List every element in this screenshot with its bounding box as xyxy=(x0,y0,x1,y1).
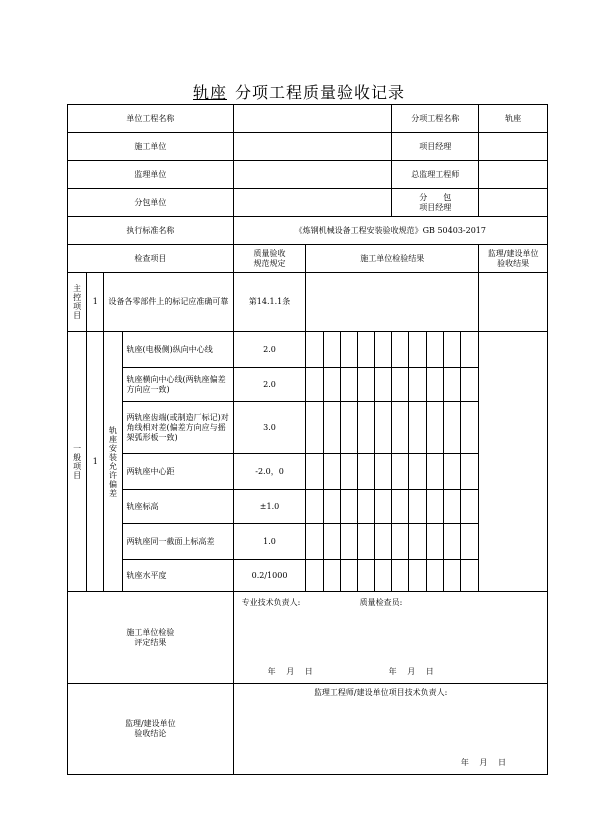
col-supervision-result xyxy=(479,245,548,273)
main-control-item: 设备各零部件上的标记应准确可靠 xyxy=(104,273,233,332)
sub-pm-label-line1: 分 包 xyxy=(419,192,452,202)
measure-cell[interactable] xyxy=(409,402,426,454)
general-item-row xyxy=(68,332,548,368)
general-item-value: 3.0 xyxy=(233,402,306,454)
subitem-project-label: 分项工程名称 xyxy=(392,105,479,133)
measure-cell[interactable] xyxy=(340,454,357,490)
evaluation-label xyxy=(68,592,234,684)
general-item-value: ±1.0 xyxy=(233,490,306,524)
measure-cell[interactable] xyxy=(443,490,460,524)
measure-cell[interactable] xyxy=(426,332,443,368)
evaluation-label-line1: 施工单位检验 xyxy=(126,627,175,637)
measure-cell[interactable] xyxy=(392,490,409,524)
measure-cell[interactable] xyxy=(409,332,426,368)
row-construction-evaluation xyxy=(68,592,548,684)
col-supervision-line2: 验收结果 xyxy=(497,258,530,268)
general-item-name: 两轨座齿端(或制造厂标记)对角线相对差(偏差方向应与摇架弧形板一致) xyxy=(122,402,233,454)
acceptance-date: 年 月 日 xyxy=(460,758,506,767)
col-spec-line2: 规范规定 xyxy=(253,258,286,268)
measure-cell[interactable] xyxy=(375,524,392,560)
construction-unit-field[interactable] xyxy=(233,133,392,161)
col-construction-result: 施工单位检验结果 xyxy=(306,245,479,273)
measure-cell[interactable] xyxy=(375,490,392,524)
general-item-name: 轨座(电极侧)纵向中心线 xyxy=(122,332,233,368)
record-table xyxy=(67,104,548,775)
measure-cell[interactable] xyxy=(306,332,323,368)
general-item-value: 2.0 xyxy=(233,368,306,402)
main-control-no: 1 xyxy=(87,273,104,332)
measure-cell[interactable] xyxy=(443,560,460,592)
subcontractor-field[interactable] xyxy=(233,189,392,217)
unit-project-label: 单位工程名称 xyxy=(68,105,234,133)
general-item-row xyxy=(68,368,548,402)
sub-project-manager-field[interactable] xyxy=(479,189,548,217)
measure-cell[interactable] xyxy=(461,490,479,524)
row-construction-unit xyxy=(68,133,548,161)
project-manager-label: 项目经理 xyxy=(392,133,479,161)
measure-cell[interactable] xyxy=(443,402,460,454)
standard-label: 执行标准名称 xyxy=(68,217,234,245)
sub-project-manager-label xyxy=(392,189,479,217)
measure-cell[interactable] xyxy=(426,368,443,402)
measure-cell[interactable] xyxy=(340,490,357,524)
general-items-no: 1 xyxy=(87,332,104,592)
supervision-unit-label: 监理单位 xyxy=(68,161,234,189)
general-item-name: 轨座水平度 xyxy=(122,560,233,592)
measure-cell[interactable] xyxy=(306,454,323,490)
measure-cell[interactable] xyxy=(392,332,409,368)
row-supervision-unit xyxy=(68,161,548,189)
measure-cell[interactable] xyxy=(357,332,374,368)
measure-cell[interactable] xyxy=(357,368,374,402)
main-control-result-cell[interactable] xyxy=(306,273,479,332)
evaluation-date-1: 年 月 日 xyxy=(267,667,313,676)
measure-cell[interactable] xyxy=(357,402,374,454)
measure-cell[interactable] xyxy=(323,524,340,560)
measure-cell[interactable] xyxy=(340,524,357,560)
measure-cell[interactable] xyxy=(461,454,479,490)
quality-inspector-label: 质量检查员: xyxy=(359,598,403,607)
general-item-value: 2.0 xyxy=(233,332,306,368)
measure-cell[interactable] xyxy=(409,490,426,524)
title-subject: 轨座 xyxy=(192,83,227,102)
row-subcontractor xyxy=(68,189,548,217)
general-item-value: -2.0，0 xyxy=(233,454,306,490)
standard-value: 《炼钢机械设备工程安装验收规范》GB 50403-2017 xyxy=(233,217,547,245)
row-supervision-acceptance xyxy=(68,684,548,775)
general-item-value: 0.2/1000 xyxy=(233,560,306,592)
measure-cell[interactable] xyxy=(392,368,409,402)
general-item-row xyxy=(68,560,548,592)
measure-cell[interactable] xyxy=(323,454,340,490)
measure-cell[interactable] xyxy=(340,560,357,592)
general-item-row xyxy=(68,524,548,560)
general-item-name: 两轨座中心距 xyxy=(122,454,233,490)
measure-cell[interactable] xyxy=(375,454,392,490)
measure-cell[interactable] xyxy=(426,402,443,454)
measure-cell[interactable] xyxy=(461,368,479,402)
acceptance-label-line1: 监理/建设单位 xyxy=(124,719,176,728)
measure-cell[interactable] xyxy=(323,332,340,368)
acceptance-label-line2: 验收结论 xyxy=(134,729,167,738)
general-item-name: 轨座标高 xyxy=(122,490,233,524)
evaluation-date-2: 年 月 日 xyxy=(388,667,434,676)
measure-cell[interactable] xyxy=(426,454,443,490)
subcontractor-label: 分包单位 xyxy=(68,189,234,217)
evaluation-label-line2: 评定结果 xyxy=(134,637,167,647)
general-supervision-cell[interactable] xyxy=(479,332,548,592)
measure-cell[interactable] xyxy=(443,332,460,368)
general-items-label: 一 般 项 目 xyxy=(68,332,87,592)
general-item-row xyxy=(68,402,548,454)
measure-cell[interactable] xyxy=(392,454,409,490)
measure-cell[interactable] xyxy=(306,368,323,402)
acceptance-label xyxy=(68,684,234,775)
general-item-name: 两轨座同一截面上标高差 xyxy=(122,524,233,560)
measure-cell[interactable] xyxy=(409,524,426,560)
general-item-row xyxy=(68,454,548,490)
project-manager-field[interactable] xyxy=(479,133,548,161)
measure-cell[interactable] xyxy=(426,524,443,560)
measure-cell[interactable] xyxy=(306,402,323,454)
measure-cell[interactable] xyxy=(461,560,479,592)
row-unit-project xyxy=(68,105,548,133)
inspection-record-form xyxy=(67,104,548,775)
main-control-spec: 第14.1.1条 xyxy=(233,273,306,332)
col-supervision-line1: 监理/建设单位 xyxy=(487,248,539,258)
construction-unit-label: 施工单位 xyxy=(68,133,234,161)
tech-lead-label: 专业技术负责人: xyxy=(241,598,301,607)
measure-cell[interactable] xyxy=(375,368,392,402)
measure-cell[interactable] xyxy=(323,402,340,454)
measure-cell[interactable] xyxy=(392,402,409,454)
row-main-control xyxy=(68,273,548,332)
subitem-project-field[interactable]: 轨座 xyxy=(479,105,548,133)
title-rest: 分项工程质量验收记录 xyxy=(235,83,406,102)
general-category-label: 轨 座 安 装 允 许 偏 差 xyxy=(104,332,122,592)
measure-cell[interactable] xyxy=(426,490,443,524)
measure-cell[interactable] xyxy=(306,524,323,560)
sub-pm-label-line2: 项目经理 xyxy=(419,202,452,212)
chief-supervisor-field[interactable] xyxy=(479,161,548,189)
measure-cell[interactable] xyxy=(443,454,460,490)
measure-cell[interactable] xyxy=(357,454,374,490)
measure-cell[interactable] xyxy=(375,560,392,592)
measure-cell[interactable] xyxy=(306,490,323,524)
measure-cell[interactable] xyxy=(426,560,443,592)
measure-cell[interactable] xyxy=(323,560,340,592)
measure-cell[interactable] xyxy=(323,368,340,402)
measure-cell[interactable] xyxy=(357,490,374,524)
measure-cell[interactable] xyxy=(461,524,479,560)
general-item-name: 轨座横向中心线(两轨座偏差方向应一致) xyxy=(122,368,233,402)
general-item-row xyxy=(68,490,548,524)
main-control-label: 主 控 项 目 xyxy=(68,273,87,332)
unit-project-field[interactable] xyxy=(233,105,392,133)
measure-cell[interactable] xyxy=(357,560,374,592)
col-inspection-item: 检查项目 xyxy=(68,245,234,273)
acceptance-signature-area[interactable] xyxy=(306,684,548,775)
measure-cell[interactable] xyxy=(409,368,426,402)
measure-cell[interactable] xyxy=(375,402,392,454)
measure-cell[interactable] xyxy=(443,524,460,560)
measure-cell[interactable] xyxy=(357,524,374,560)
col-spec-line1: 质量验收 xyxy=(253,248,286,258)
row-column-headers xyxy=(68,245,548,273)
measure-cell[interactable] xyxy=(443,368,460,402)
measure-cell[interactable] xyxy=(340,332,357,368)
measure-cell[interactable] xyxy=(306,560,323,592)
col-spec xyxy=(233,245,306,273)
evaluation-signature-area[interactable] xyxy=(233,592,547,684)
measure-cell[interactable] xyxy=(340,402,357,454)
measure-cell[interactable] xyxy=(409,454,426,490)
measure-cell[interactable] xyxy=(392,560,409,592)
main-control-supervision-cell[interactable] xyxy=(479,273,548,332)
acceptance-spacer xyxy=(233,684,306,775)
page-title xyxy=(0,80,590,103)
measure-cell[interactable] xyxy=(392,524,409,560)
acceptance-signer-label: 监理工程师/建设单位项目技术负责人: xyxy=(313,688,448,697)
measure-cell[interactable] xyxy=(375,332,392,368)
measure-cell[interactable] xyxy=(323,490,340,524)
general-item-value: 1.0 xyxy=(233,524,306,560)
measure-cell[interactable] xyxy=(461,402,479,454)
row-standard xyxy=(68,217,548,245)
measure-cell[interactable] xyxy=(461,332,479,368)
chief-supervisor-label: 总监理工程师 xyxy=(392,161,479,189)
measure-cell[interactable] xyxy=(409,560,426,592)
supervision-unit-field[interactable] xyxy=(233,161,392,189)
measure-cell[interactable] xyxy=(340,368,357,402)
